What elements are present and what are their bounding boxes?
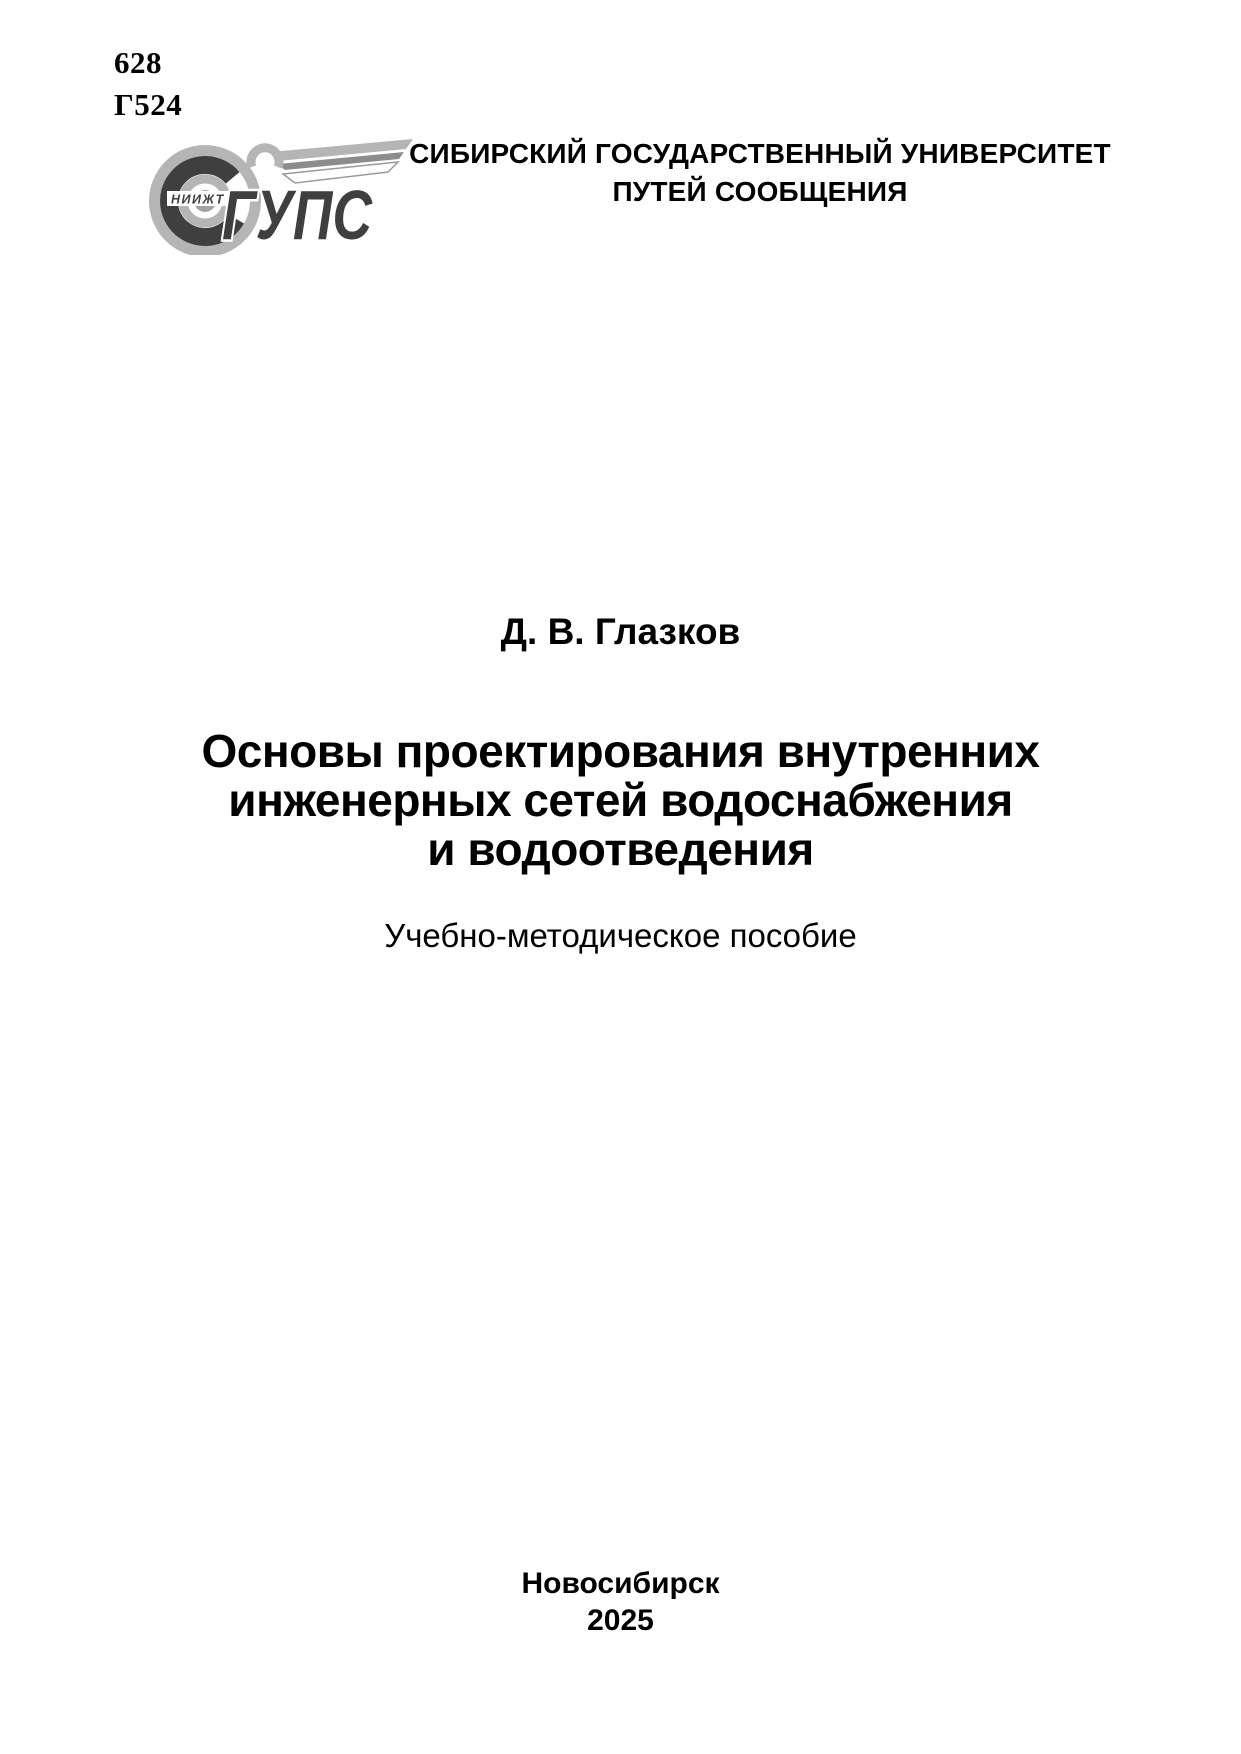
title-line3: и водоотведения (427, 823, 814, 875)
title-line1: Основы проектирования внутренних (201, 725, 1040, 777)
university-name-line1: СИБИРСКИЙ ГОСУДАРСТВЕННЫЙ УНИВЕРСИТЕТ (409, 138, 1111, 169)
university-logo (145, 137, 415, 255)
library-code-udc: 628 (114, 45, 162, 80)
book-title (0, 727, 1241, 874)
author-name: Д. В. Глазков (500, 611, 741, 652)
library-code (114, 42, 182, 126)
library-code-author-sign: Г524 (114, 87, 183, 122)
logo-curl (251, 148, 279, 167)
title-line2: инженерных сетей водоснабжения (228, 774, 1013, 826)
university-name-line2: ПУТЕЙ СООБЩЕНИЯ (612, 176, 908, 207)
logo-wordmark: ГУПС (222, 176, 374, 254)
imprint-city: Новосибирск (521, 1567, 720, 1600)
book-subtitle: Учебно-методическое пособие (384, 917, 857, 954)
imprint-year: 2025 (587, 1604, 654, 1637)
university-name (390, 135, 1130, 211)
imprint (0, 1565, 1241, 1639)
sgups-logo-icon (145, 137, 415, 255)
logo-badge-label: НИИЖТ (171, 192, 225, 207)
